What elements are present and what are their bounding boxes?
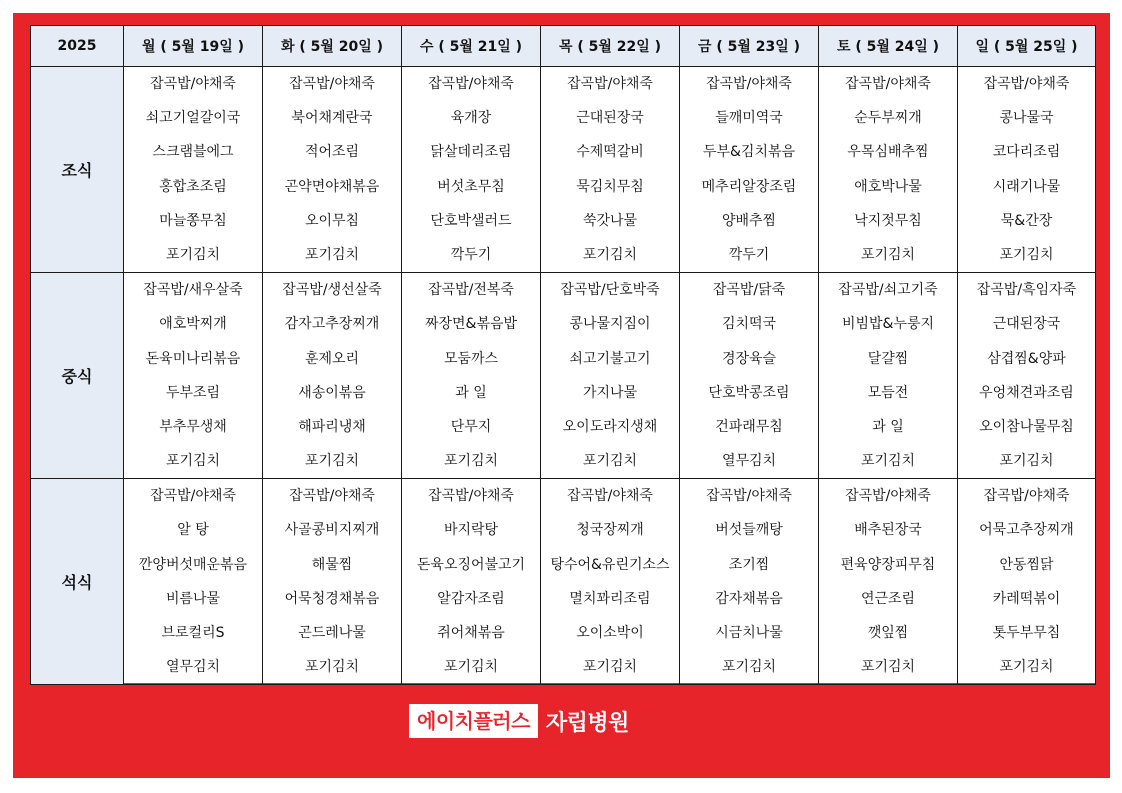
- dish-item: 쇠고기얼갈이국: [145, 110, 241, 127]
- dish-item: 깻잎찜: [867, 625, 909, 641]
- dish-item: 안동찜닭: [999, 556, 1054, 573]
- dish-item: 메추리알장조림: [701, 178, 797, 195]
- dish-item: 포기김치: [999, 453, 1054, 470]
- year-cell: 2025: [31, 26, 124, 67]
- dish-item: 배추된장국: [854, 522, 922, 539]
- dish-item: 새송이볶음: [298, 384, 366, 401]
- dish-item: 잡곡밥/야채죽: [983, 76, 1070, 92]
- dish-item: 김치떡국: [721, 316, 777, 333]
- dish-item: 양배추찜: [721, 212, 777, 229]
- dish-item: 어묵청경채볶음: [284, 590, 380, 607]
- meal-row-lunch: [31, 273, 1096, 479]
- dish-item: 곤드레나물: [298, 625, 366, 641]
- dish-item: 짜장면&볶음밥: [424, 316, 518, 333]
- dish-item: 포기김치: [860, 659, 916, 676]
- dish-item: 잡곡밥/야채죽: [289, 488, 375, 505]
- dish-item: 묵&간장: [1000, 212, 1053, 229]
- dish-item: 낙지젓무침: [854, 212, 922, 229]
- dish-item: 과 일: [455, 384, 487, 401]
- dish-item: 삼겹찜&양파: [987, 350, 1066, 367]
- menu-cell-sat: [819, 273, 958, 479]
- dish-item: 시금치나물: [715, 625, 783, 641]
- dish-item: 열무김치: [165, 659, 221, 676]
- dish-item: 포기김치: [999, 659, 1054, 676]
- menu-cell-fri: [680, 479, 819, 685]
- dish-item: 스크램블에그: [152, 144, 234, 161]
- dish-item: 들깨미역국: [715, 110, 783, 127]
- dish-item: 감자채볶음: [715, 590, 783, 607]
- menu-cell-thu: [541, 273, 680, 479]
- dish-item: 감자고추장찌개: [284, 316, 380, 333]
- dish-item: 포기김치: [304, 246, 360, 263]
- dish-item: 잡곡밥/야채죽: [150, 488, 236, 505]
- menu-cell-tue: [263, 273, 402, 479]
- dish-item: 근대된장국: [992, 316, 1061, 333]
- dish-item: 포기김치: [443, 453, 499, 470]
- dish-item: 오이도라지생채: [562, 418, 658, 435]
- dish-item: 순두부찌개: [854, 110, 922, 127]
- dish-item: 해물찜: [311, 556, 353, 573]
- day-header-fri: 금 ( 5월 23일 ): [680, 26, 819, 67]
- dish-item: 포기김치: [165, 246, 221, 263]
- dish-item: 잡곡밥/야채죽: [428, 76, 514, 92]
- dish-item: 쇠고기불고기: [569, 350, 651, 367]
- dish-item: 해파리냉채: [298, 418, 366, 435]
- dish-item: 콩나물지짐이: [569, 316, 651, 333]
- menu-sheet: [30, 25, 1095, 683]
- dish-item: 포기김치: [165, 453, 221, 470]
- header-row: [31, 26, 1096, 67]
- dish-item: 브로컬리S: [161, 625, 225, 641]
- dish-item: 조기찜: [728, 556, 770, 573]
- hospital-logo: [409, 702, 629, 740]
- brand-mark: 에이치플러스: [409, 704, 538, 738]
- dish-item: 잡곡밥/야채죽: [567, 488, 653, 505]
- dish-item: 닭살데리조림: [430, 144, 512, 161]
- dish-item: 비빔밥&누룽지: [841, 316, 935, 333]
- dish-item: 잡곡밥/야채죽: [150, 76, 236, 92]
- menu-cell-mon: [124, 273, 263, 479]
- menu-cell-thu: [541, 479, 680, 685]
- dish-item: 연근조림: [860, 590, 916, 607]
- dish-item: 어묵고추장찌개: [979, 522, 1074, 539]
- dish-item: 포기김치: [304, 453, 360, 470]
- dish-item: 훈제오리: [304, 350, 360, 367]
- menu-cell-mon: [124, 479, 263, 685]
- dish-item: 건파래무침: [715, 418, 783, 435]
- meal-row-breakfast: [31, 67, 1096, 273]
- menu-cell-fri: [680, 273, 819, 479]
- dish-item: 잡곡밥/닭죽: [712, 282, 786, 299]
- menu-cell-sun: [958, 479, 1096, 685]
- dish-item: 잡곡밥/단호박죽: [560, 282, 660, 299]
- dish-item: 두부&김치볶음: [702, 144, 796, 161]
- day-header-tue: 화 ( 5월 20일 ): [263, 26, 402, 67]
- dish-item: 우엉채견과조림: [979, 384, 1074, 401]
- dish-item: 멸치꽈리조림: [569, 590, 651, 607]
- dish-item: 잡곡밥/야채죽: [706, 488, 792, 505]
- dish-item: 잡곡밥/야채죽: [845, 76, 931, 92]
- dish-item: 사골콩비지찌개: [284, 522, 380, 539]
- menu-cell-wed: [402, 479, 541, 685]
- menu-cell-sat: [819, 67, 958, 273]
- dish-item: 단무지: [450, 418, 492, 435]
- dish-item: 근대된장국: [576, 110, 644, 127]
- dish-item: 열무김치: [721, 453, 777, 470]
- meal-label: 조식: [31, 67, 124, 273]
- dish-item: 잡곡밥/야채죽: [428, 488, 514, 505]
- day-header-thu: 목 ( 5월 22일 ): [541, 26, 680, 67]
- dish-item: 포기김치: [860, 453, 916, 470]
- dish-item: 알감자조림: [437, 590, 505, 607]
- dish-item: 육개장: [450, 110, 492, 127]
- dish-item: 톳두부무침: [992, 625, 1061, 641]
- weekly-menu-table: [30, 25, 1096, 685]
- dish-item: 돈육미나리볶음: [145, 350, 241, 367]
- dish-item: 모듬전: [867, 384, 909, 401]
- dish-item: 포기김치: [582, 246, 638, 263]
- dish-item: 깐양버섯매운볶음: [138, 556, 248, 573]
- dish-item: 단호박샐러드: [430, 212, 512, 229]
- dish-item: 잡곡밥/흑임자죽: [976, 282, 1077, 299]
- dish-item: 가지나물: [582, 384, 638, 401]
- dish-item: 과 일: [872, 418, 904, 435]
- menu-cell-sun: [958, 273, 1096, 479]
- dish-item: 달걀찜: [867, 350, 909, 367]
- dish-item: 포기김치: [304, 659, 360, 676]
- dish-item: 수제떡갈비: [576, 144, 644, 161]
- hospital-name: 자립병원: [545, 710, 629, 736]
- menu-cell-tue: [263, 479, 402, 685]
- dish-item: 콩나물국: [999, 110, 1054, 127]
- dish-item: 돈육오징어불고기: [416, 556, 526, 573]
- dish-item: 포기김치: [721, 659, 777, 676]
- meal-label: 중식: [31, 273, 124, 479]
- dish-item: 잡곡밥/야채죽: [567, 76, 653, 92]
- dish-item: 포기김치: [999, 246, 1054, 263]
- menu-cell-wed: [402, 67, 541, 273]
- dish-item: 두부조림: [165, 384, 221, 401]
- menu-cell-tue: [263, 67, 402, 273]
- dish-item: 오이소박이: [576, 625, 644, 641]
- dish-item: 곤약면야채볶음: [284, 178, 380, 195]
- dish-item: 잡곡밥/야채죽: [983, 488, 1070, 505]
- dish-item: 모둠까스: [443, 350, 499, 367]
- dish-item: 묵김치무침: [576, 178, 644, 195]
- dish-item: 애호박나물: [854, 178, 922, 195]
- dish-item: 잡곡밥/생선살죽: [282, 282, 382, 299]
- dish-item: 경장육슬: [721, 350, 777, 367]
- dish-item: 오이무침: [304, 212, 360, 229]
- dish-item: 홍합초조림: [159, 178, 227, 195]
- meal-row-dinner: [31, 479, 1096, 685]
- dish-item: 잡곡밥/야채죽: [845, 488, 931, 505]
- menu-cell-sun: [958, 67, 1096, 273]
- dish-item: 잡곡밥/야채죽: [289, 76, 375, 92]
- dish-item: 깍두기: [728, 246, 770, 263]
- dish-item: 잡곡밥/야채죽: [706, 76, 792, 92]
- dish-item: 우목심배추찜: [847, 144, 929, 161]
- day-header-sat: 토 ( 5월 24일 ): [819, 26, 958, 67]
- menu-cell-fri: [680, 67, 819, 273]
- dish-item: 코다리조림: [992, 144, 1061, 161]
- dish-item: 버섯들깨탕: [715, 522, 783, 539]
- dish-item: 버섯초무침: [437, 178, 505, 195]
- dish-item: 청국장찌개: [576, 522, 644, 539]
- menu-cell-sat: [819, 479, 958, 685]
- dish-item: 잡곡밥/전복죽: [428, 282, 514, 299]
- dish-item: 잡곡밥/새우살죽: [143, 282, 243, 299]
- dish-item: 알 탕: [177, 522, 209, 539]
- day-header-wed: 수 ( 5월 21일 ): [402, 26, 541, 67]
- dish-item: 포기김치: [582, 659, 638, 676]
- menu-cell-wed: [402, 273, 541, 479]
- dish-item: 카레떡볶이: [992, 590, 1061, 607]
- meal-label: 석식: [31, 479, 124, 685]
- menu-cell-thu: [541, 67, 680, 273]
- day-header-mon: 월 ( 5월 19일 ): [124, 26, 263, 67]
- dish-item: 바지락탕: [443, 522, 499, 539]
- dish-item: 포기김치: [860, 246, 916, 263]
- dish-item: 포기김치: [582, 453, 638, 470]
- dish-item: 탕수어&유린기소스: [550, 556, 670, 573]
- dish-item: 비름나물: [165, 590, 221, 607]
- menu-cell-mon: [124, 67, 263, 273]
- dish-item: 적어조림: [304, 144, 360, 161]
- dish-item: 시래기나물: [992, 178, 1061, 195]
- day-header-sun: 일 ( 5월 25일 ): [958, 26, 1096, 67]
- dish-item: 단호박콩조림: [708, 384, 790, 401]
- dish-item: 쥐어채볶음: [437, 625, 505, 641]
- dish-item: 애호박찌개: [159, 316, 227, 333]
- dish-item: 부추무생채: [159, 418, 227, 435]
- dish-item: 포기김치: [443, 659, 499, 676]
- dish-item: 쑥갓나물: [582, 212, 638, 229]
- dish-item: 오이참나물무침: [979, 418, 1074, 435]
- dish-item: 편육양장피무침: [840, 556, 936, 573]
- dish-item: 마늘쫑무침: [159, 212, 227, 229]
- dish-item: 잡곡밥/쇠고기죽: [838, 282, 938, 299]
- dish-item: 깍두기: [450, 246, 492, 263]
- dish-item: 북어채계란국: [291, 110, 373, 127]
